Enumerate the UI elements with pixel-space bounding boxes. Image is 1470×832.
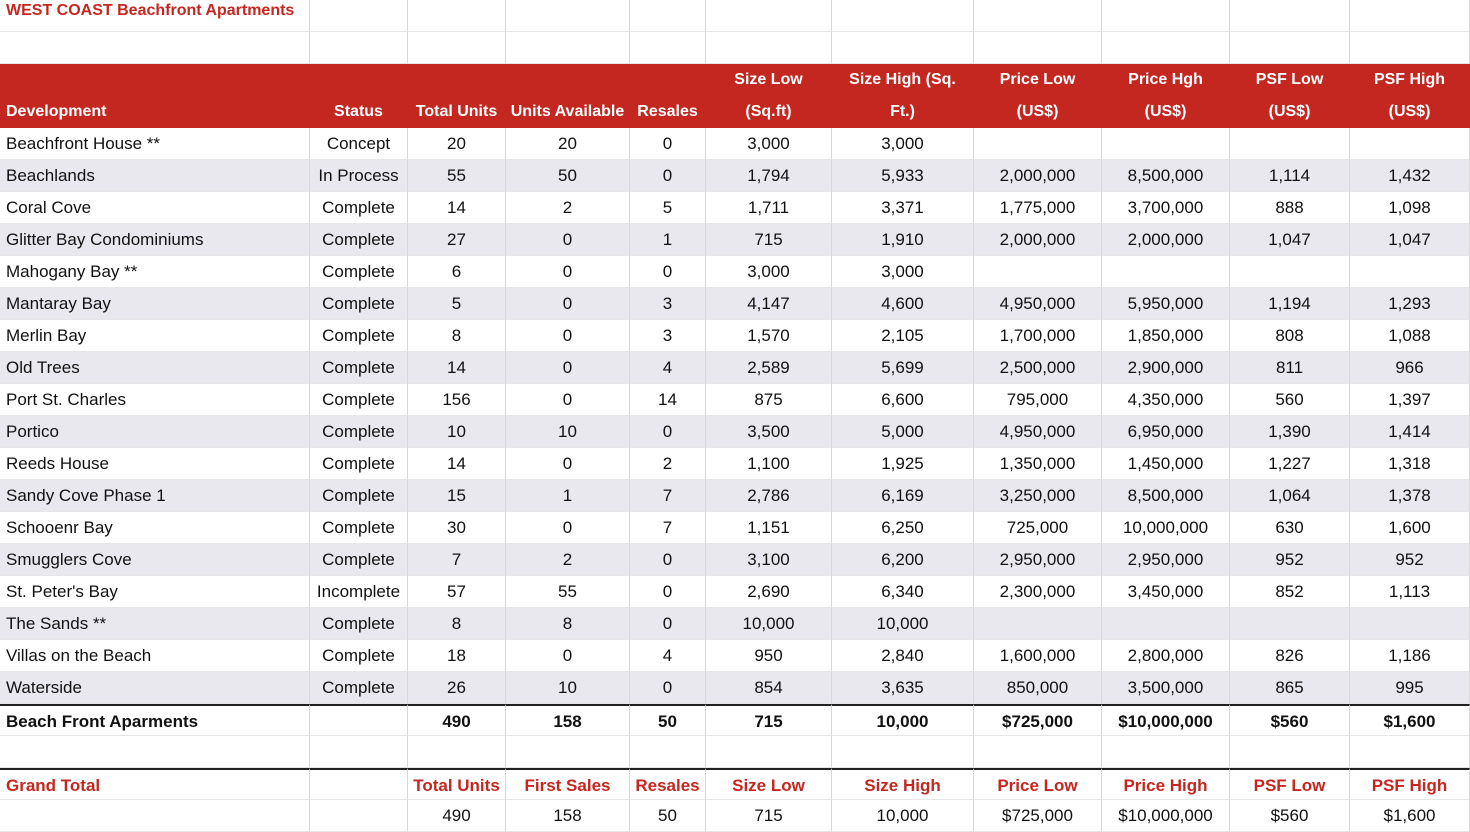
table-cell[interactable]: 0 [506,256,630,288]
table-cell[interactable]: 0 [506,352,630,384]
table-cell[interactable]: 3 [630,320,706,352]
cell[interactable] [832,0,974,32]
table-cell[interactable]: 6,600 [832,384,974,416]
table-cell[interactable]: 4,600 [832,288,974,320]
table-cell[interactable]: 3,000 [832,128,974,160]
table-cell[interactable]: 2,950,000 [974,544,1102,576]
table-cell[interactable]: 15 [408,480,506,512]
cell[interactable] [1230,736,1350,768]
table-cell[interactable]: 14 [408,448,506,480]
table-cell[interactable]: 2,500,000 [974,352,1102,384]
development-name[interactable]: Sandy Cove Phase 1 [0,480,310,512]
header-price-high-line1[interactable]: Price Hgh [1102,64,1230,96]
cell[interactable] [630,32,706,64]
header-development-line1[interactable] [0,64,310,96]
development-name[interactable]: Portico [0,416,310,448]
table-cell[interactable]: 950 [706,640,832,672]
table-cell[interactable]: 10,000 [832,608,974,640]
table-cell[interactable]: 1,600,000 [974,640,1102,672]
table-cell[interactable]: 55 [506,576,630,608]
cell[interactable] [1102,0,1230,32]
table-cell[interactable]: 995 [1350,672,1470,704]
header-total-units-line1[interactable] [408,64,506,96]
header-total-units-line2[interactable]: Total Units [408,96,506,128]
table-cell[interactable]: 1,700,000 [974,320,1102,352]
table-cell[interactable]: 560 [1230,384,1350,416]
development-name[interactable]: Reeds House [0,448,310,480]
table-cell[interactable]: 0 [630,576,706,608]
table-cell[interactable]: 1,350,000 [974,448,1102,480]
table-cell[interactable]: 1,910 [832,224,974,256]
table-cell[interactable]: 8,500,000 [1102,160,1230,192]
table-cell[interactable]: 1,113 [1350,576,1470,608]
table-cell[interactable]: 1,194 [1230,288,1350,320]
cell[interactable] [630,0,706,32]
table-cell[interactable]: 14 [630,384,706,416]
table-cell[interactable]: 14 [408,192,506,224]
table-cell[interactable]: Complete [310,288,408,320]
table-cell[interactable]: 952 [1230,544,1350,576]
table-cell[interactable]: Complete [310,544,408,576]
grand-value-cell[interactable]: 715 [706,800,832,832]
table-cell[interactable]: 2,900,000 [1102,352,1230,384]
table-cell[interactable]: 1,600 [1350,512,1470,544]
table-cell[interactable]: 1,850,000 [1102,320,1230,352]
table-cell[interactable]: 1,450,000 [1102,448,1230,480]
table-cell[interactable]: 6,950,000 [1102,416,1230,448]
cell[interactable] [408,0,506,32]
table-cell[interactable]: Complete [310,192,408,224]
grand-header-cell[interactable]: Size Low [706,768,832,800]
grand-header-cell[interactable]: First Sales [506,768,630,800]
grand-value-cell[interactable] [310,800,408,832]
cell[interactable] [408,736,506,768]
cell[interactable] [974,736,1102,768]
header-size-high-line1[interactable]: Size High (Sq. [832,64,974,96]
table-cell[interactable]: 2,000,000 [1102,224,1230,256]
total-cell[interactable] [310,704,408,736]
cell[interactable] [974,32,1102,64]
table-cell[interactable]: 0 [630,128,706,160]
table-cell[interactable]: 8 [506,608,630,640]
table-cell[interactable]: 2,589 [706,352,832,384]
table-cell[interactable]: 50 [506,160,630,192]
grand-value-cell[interactable]: $1,600 [1350,800,1470,832]
table-cell[interactable]: 8 [408,608,506,640]
grand-header-cell[interactable]: Total Units [408,768,506,800]
development-name[interactable]: Schooenr Bay [0,512,310,544]
cell[interactable] [310,32,408,64]
table-cell[interactable] [1350,256,1470,288]
table-cell[interactable]: 795,000 [974,384,1102,416]
sheet-title[interactable]: WEST COAST Beachfront Apartments [0,0,310,32]
table-cell[interactable]: 1,414 [1350,416,1470,448]
cell[interactable] [408,32,506,64]
total-cell[interactable]: 158 [506,704,630,736]
table-cell[interactable]: 1,293 [1350,288,1470,320]
table-cell[interactable]: 7 [630,480,706,512]
table-cell[interactable]: Complete [310,320,408,352]
grand-value-cell[interactable]: $725,000 [974,800,1102,832]
table-cell[interactable]: 3,500,000 [1102,672,1230,704]
table-cell[interactable] [1102,608,1230,640]
table-cell[interactable]: 850,000 [974,672,1102,704]
cell[interactable] [706,32,832,64]
development-name[interactable]: Old Trees [0,352,310,384]
table-cell[interactable]: 2,300,000 [974,576,1102,608]
table-cell[interactable]: 2 [630,448,706,480]
development-name[interactable]: Villas on the Beach [0,640,310,672]
header-development-line2[interactable]: Development [0,96,310,128]
table-cell[interactable]: 1,047 [1350,224,1470,256]
table-cell[interactable]: 30 [408,512,506,544]
table-cell[interactable]: 4,147 [706,288,832,320]
table-cell[interactable]: 826 [1230,640,1350,672]
cell[interactable] [506,736,630,768]
table-cell[interactable]: 3,700,000 [1102,192,1230,224]
cell[interactable] [974,0,1102,32]
table-cell[interactable]: 1,100 [706,448,832,480]
table-cell[interactable]: 0 [506,448,630,480]
cell[interactable] [706,0,832,32]
table-cell[interactable]: 5,950,000 [1102,288,1230,320]
header-status-line2[interactable]: Status [310,96,408,128]
cell[interactable] [1350,736,1470,768]
table-cell[interactable]: 966 [1350,352,1470,384]
cell[interactable] [1102,32,1230,64]
grand-value-cell[interactable]: 50 [630,800,706,832]
table-cell[interactable]: 5,933 [832,160,974,192]
table-cell[interactable]: 8,500,000 [1102,480,1230,512]
table-cell[interactable]: 0 [630,672,706,704]
header-psf-high-line1[interactable]: PSF High [1350,64,1470,96]
grand-value-cell[interactable]: 490 [408,800,506,832]
table-cell[interactable]: 2,840 [832,640,974,672]
table-cell[interactable]: 725,000 [974,512,1102,544]
table-cell[interactable]: 1,047 [1230,224,1350,256]
table-cell[interactable]: 27 [408,224,506,256]
table-cell[interactable]: 1,318 [1350,448,1470,480]
grand-value-cell[interactable]: 158 [506,800,630,832]
table-cell[interactable] [1230,608,1350,640]
table-cell[interactable]: 3,000 [832,256,974,288]
table-cell[interactable]: 4,950,000 [974,416,1102,448]
table-cell[interactable]: 4 [630,640,706,672]
table-cell[interactable]: 1 [630,224,706,256]
header-units-available-line1[interactable] [506,64,630,96]
table-cell[interactable]: 1,397 [1350,384,1470,416]
cell[interactable] [310,736,408,768]
cell[interactable] [1102,736,1230,768]
table-cell[interactable]: 2,690 [706,576,832,608]
table-cell[interactable]: 14 [408,352,506,384]
development-name[interactable]: Port St. Charles [0,384,310,416]
development-name[interactable]: Beachfront House ** [0,128,310,160]
table-cell[interactable]: Complete [310,352,408,384]
grand-value-cell[interactable]: 10,000 [832,800,974,832]
table-cell[interactable]: 10 [408,416,506,448]
table-cell[interactable] [1102,256,1230,288]
cell[interactable] [1350,0,1470,32]
grand-total-label[interactable]: Grand Total [0,768,310,800]
table-cell[interactable]: Concept [310,128,408,160]
table-cell[interactable]: 854 [706,672,832,704]
table-cell[interactable]: 1,114 [1230,160,1350,192]
table-cell[interactable]: 1,794 [706,160,832,192]
table-cell[interactable]: 10 [506,672,630,704]
table-cell[interactable] [1350,608,1470,640]
table-cell[interactable]: 6,340 [832,576,974,608]
table-cell[interactable]: 0 [630,544,706,576]
table-cell[interactable]: 1,186 [1350,640,1470,672]
development-name[interactable]: Merlin Bay [0,320,310,352]
table-cell[interactable]: 3,450,000 [1102,576,1230,608]
table-cell[interactable]: 4 [630,352,706,384]
table-cell[interactable]: 10,000 [706,608,832,640]
table-cell[interactable] [1230,128,1350,160]
table-cell[interactable]: Complete [310,480,408,512]
total-cell[interactable]: $725,000 [974,704,1102,736]
table-cell[interactable]: 6,200 [832,544,974,576]
table-cell[interactable]: Complete [310,256,408,288]
table-cell[interactable]: 888 [1230,192,1350,224]
table-cell[interactable]: 3,000 [706,128,832,160]
table-cell[interactable]: 3,635 [832,672,974,704]
table-cell[interactable]: 865 [1230,672,1350,704]
table-cell[interactable]: 2,105 [832,320,974,352]
table-cell[interactable]: 3,100 [706,544,832,576]
table-cell[interactable] [1102,128,1230,160]
table-cell[interactable]: 5,000 [832,416,974,448]
header-status-line1[interactable] [310,64,408,96]
table-cell[interactable]: Complete [310,640,408,672]
table-cell[interactable]: 8 [408,320,506,352]
table-cell[interactable]: 2,800,000 [1102,640,1230,672]
table-cell[interactable]: 3,500 [706,416,832,448]
development-name[interactable]: Coral Cove [0,192,310,224]
table-cell[interactable]: 2,000,000 [974,160,1102,192]
table-cell[interactable]: 55 [408,160,506,192]
cell[interactable] [832,32,974,64]
table-cell[interactable]: 1,711 [706,192,832,224]
table-cell[interactable]: 156 [408,384,506,416]
table-cell[interactable]: 3 [630,288,706,320]
table-cell[interactable]: Complete [310,608,408,640]
table-cell[interactable] [974,128,1102,160]
table-cell[interactable]: 6,250 [832,512,974,544]
development-name[interactable]: Smugglers Cove [0,544,310,576]
grand-header-cell[interactable] [310,768,408,800]
table-cell[interactable]: 18 [408,640,506,672]
table-cell[interactable]: 7 [630,512,706,544]
header-psf-low-line1[interactable]: PSF Low [1230,64,1350,96]
table-cell[interactable]: 2 [506,544,630,576]
cell[interactable] [832,736,974,768]
table-cell[interactable]: 57 [408,576,506,608]
grand-value-cell[interactable]: $10,000,000 [1102,800,1230,832]
development-name[interactable]: St. Peter's Bay [0,576,310,608]
cell[interactable] [1230,0,1350,32]
table-cell[interactable]: Complete [310,224,408,256]
grand-header-cell[interactable]: Resales [630,768,706,800]
header-units-available-line2[interactable]: Units Available [506,96,630,128]
development-name[interactable]: Waterside [0,672,310,704]
table-cell[interactable]: 715 [706,224,832,256]
table-cell[interactable]: 0 [630,256,706,288]
table-cell[interactable]: 5 [408,288,506,320]
cell[interactable] [0,736,310,768]
table-cell[interactable]: 1,432 [1350,160,1470,192]
table-cell[interactable]: Complete [310,384,408,416]
table-cell[interactable]: 10 [506,416,630,448]
table-cell[interactable]: 4,950,000 [974,288,1102,320]
development-name[interactable]: The Sands ** [0,608,310,640]
table-cell[interactable]: 1,227 [1230,448,1350,480]
table-cell[interactable]: 6,169 [832,480,974,512]
table-cell[interactable]: 1 [506,480,630,512]
total-cell[interactable]: 50 [630,704,706,736]
cell[interactable] [1230,32,1350,64]
total-cell[interactable]: $10,000,000 [1102,704,1230,736]
table-cell[interactable]: 6 [408,256,506,288]
table-cell[interactable]: Complete [310,512,408,544]
development-name[interactable]: Mantaray Bay [0,288,310,320]
grand-header-cell[interactable]: Size High [832,768,974,800]
header-resales-line2[interactable]: Resales [630,96,706,128]
table-cell[interactable]: 2,950,000 [1102,544,1230,576]
table-cell[interactable]: 3,000 [706,256,832,288]
table-cell[interactable]: 4,350,000 [1102,384,1230,416]
header-price-high-line2[interactable]: (US$) [1102,96,1230,128]
table-cell[interactable]: 3,250,000 [974,480,1102,512]
header-price-low-line1[interactable]: Price Low [974,64,1102,96]
table-cell[interactable]: 1,378 [1350,480,1470,512]
table-cell[interactable]: 2,000,000 [974,224,1102,256]
cell[interactable] [706,736,832,768]
grand-header-cell[interactable]: PSF Low [1230,768,1350,800]
development-name[interactable]: Mahogany Bay ** [0,256,310,288]
table-cell[interactable]: 1,775,000 [974,192,1102,224]
table-cell[interactable]: 0 [630,608,706,640]
table-cell[interactable]: 852 [1230,576,1350,608]
cell[interactable] [0,32,310,64]
grand-value-cell[interactable] [0,800,310,832]
development-name[interactable]: Beachlands [0,160,310,192]
table-cell[interactable]: 0 [506,288,630,320]
table-cell[interactable]: 20 [506,128,630,160]
table-cell[interactable]: 1,098 [1350,192,1470,224]
header-size-high-line2[interactable]: Ft.) [832,96,974,128]
table-cell[interactable]: Incomplete [310,576,408,608]
grand-value-cell[interactable]: $560 [1230,800,1350,832]
table-cell[interactable]: 1,088 [1350,320,1470,352]
table-cell[interactable]: Complete [310,448,408,480]
cell[interactable] [506,32,630,64]
header-psf-low-line2[interactable]: (US$) [1230,96,1350,128]
table-cell[interactable]: 3,371 [832,192,974,224]
grand-header-cell[interactable]: Price High [1102,768,1230,800]
table-cell[interactable]: 952 [1350,544,1470,576]
development-name[interactable]: Glitter Bay Condominiums [0,224,310,256]
table-cell[interactable]: 0 [630,416,706,448]
table-cell[interactable]: 2,786 [706,480,832,512]
table-cell[interactable]: 1,151 [706,512,832,544]
total-cell[interactable]: $560 [1230,704,1350,736]
table-cell[interactable]: 808 [1230,320,1350,352]
cell[interactable] [310,0,408,32]
grand-header-cell[interactable]: Price Low [974,768,1102,800]
table-cell[interactable]: Complete [310,416,408,448]
total-cell[interactable]: 490 [408,704,506,736]
header-size-low-line2[interactable]: (Sq.ft) [706,96,832,128]
table-cell[interactable]: 0 [506,512,630,544]
table-cell[interactable]: Complete [310,672,408,704]
table-cell[interactable] [1230,256,1350,288]
cell[interactable] [506,0,630,32]
cell[interactable] [1350,32,1470,64]
table-cell[interactable]: 630 [1230,512,1350,544]
table-cell[interactable]: In Process [310,160,408,192]
table-cell[interactable]: 20 [408,128,506,160]
table-cell[interactable] [974,256,1102,288]
table-cell[interactable]: 1,570 [706,320,832,352]
table-cell[interactable]: 5,699 [832,352,974,384]
header-resales-line1[interactable] [630,64,706,96]
table-cell[interactable] [974,608,1102,640]
total-cell[interactable]: 10,000 [832,704,974,736]
table-cell[interactable] [1350,128,1470,160]
table-cell[interactable]: 0 [506,320,630,352]
table-cell[interactable]: 1,064 [1230,480,1350,512]
table-cell[interactable]: 5 [630,192,706,224]
header-price-low-line2[interactable]: (US$) [974,96,1102,128]
table-cell[interactable]: 7 [408,544,506,576]
table-cell[interactable]: 26 [408,672,506,704]
table-cell[interactable]: 0 [506,224,630,256]
grand-header-cell[interactable]: PSF High [1350,768,1470,800]
total-cell[interactable]: 715 [706,704,832,736]
header-size-low-line1[interactable]: Size Low [706,64,832,96]
table-cell[interactable]: 10,000,000 [1102,512,1230,544]
cell[interactable] [630,736,706,768]
table-cell[interactable]: 1,390 [1230,416,1350,448]
table-cell[interactable]: 2 [506,192,630,224]
total-label[interactable]: Beach Front Aparments [0,704,310,736]
total-cell[interactable]: $1,600 [1350,704,1470,736]
table-cell[interactable]: 0 [506,640,630,672]
table-cell[interactable]: 1,925 [832,448,974,480]
table-cell[interactable]: 875 [706,384,832,416]
header-psf-high-line2[interactable]: (US$) [1350,96,1470,128]
table-cell[interactable]: 0 [506,384,630,416]
table-cell[interactable]: 811 [1230,352,1350,384]
table-cell[interactable]: 0 [630,160,706,192]
